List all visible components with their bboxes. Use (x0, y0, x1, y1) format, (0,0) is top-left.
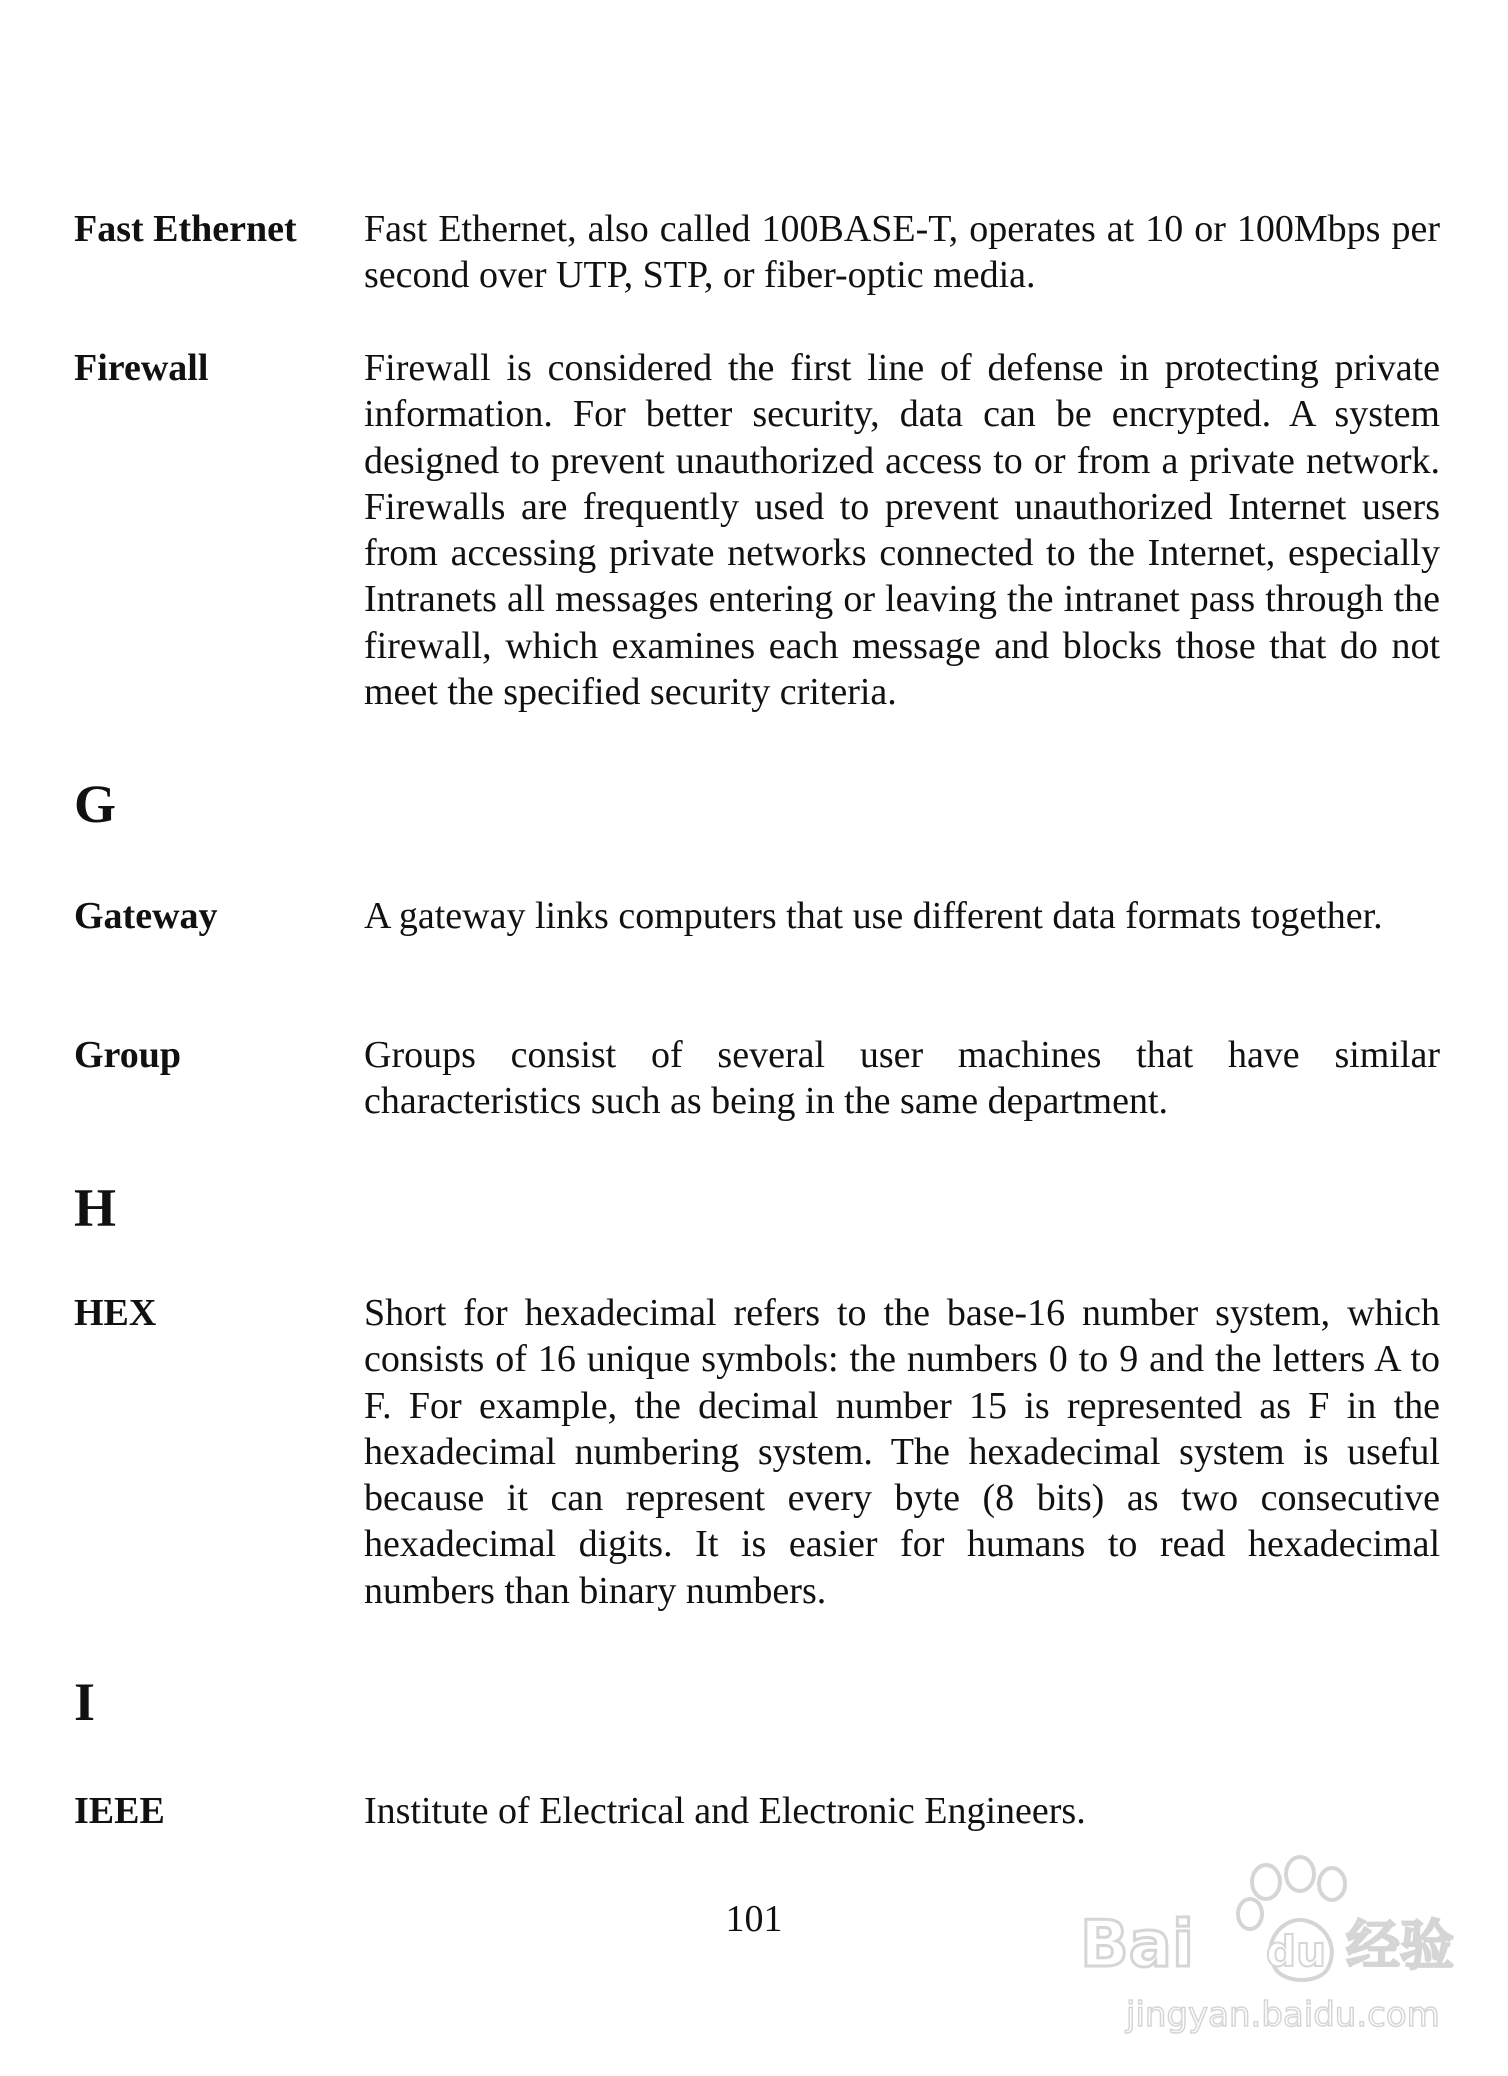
glossary-definition: Fast Ethernet, also called 100BASE-T, operates at 10 or 100Mbps per second over UTP, STP, or fiber-optic media. (364, 208, 1440, 297)
glossary-definition: Institute of Electrical and Electronic Engineers. (364, 1790, 1086, 1832)
section-heading-g: G (74, 774, 117, 834)
glossary-definition: Firewall is considered the first line of defense in protecting private information. For better security, data can be encrypted. A system designed to prevent unauthorized access to or from a private network. Firewalls are frequently used to prevent unauthorized Internet users from accessing private networks connected to the Internet, especially Intranets all messages entering or leaving the intranet pass through the firewall, which examines each message and blocks those that do not meet the specified security criteria. (364, 347, 1440, 714)
glossary-term: Group (74, 1034, 182, 1076)
glossary-term: Gateway (74, 895, 218, 937)
page-number: 101 (725, 1898, 783, 1940)
svg-text:Bai: Bai (1080, 1908, 1194, 1982)
glossary-definition: Short for hexadecimal refers to the base-16 number system, which consists of 16 unique symbols: the numbers 0 to 9 and the letters A to F. For example, the decimal number 15 is represented as F in the hexadecimal numbering system. The hexadecimal system is useful because it can represent every byte (8 bits) as two consecutive hexadecimal digits. It is easier for humans to read hexadecimal numbers than binary numbers. (364, 1292, 1440, 1612)
glossary-term: IEEE (74, 1790, 165, 1832)
svg-text:经验: 经验 (1346, 1914, 1454, 1977)
glossary-definition: Groups consist of several user machines that have similar characteristics such as being in the same department. (364, 1034, 1440, 1123)
glossary-term: HEX (74, 1292, 157, 1334)
section-heading-h: H (74, 1178, 117, 1238)
glossary-term: Fast Ethernet (74, 208, 297, 250)
svg-text:jingyan.baidu.com: jingyan.baidu.com (1126, 1995, 1440, 2035)
glossary-term: Firewall (74, 347, 209, 389)
svg-text:du: du (1266, 1927, 1326, 1976)
section-heading-i: I (74, 1672, 96, 1732)
baidu-watermark-logo (1070, 1848, 1490, 2048)
glossary-definition: A gateway links computers that use different data formats together. (364, 895, 1383, 937)
